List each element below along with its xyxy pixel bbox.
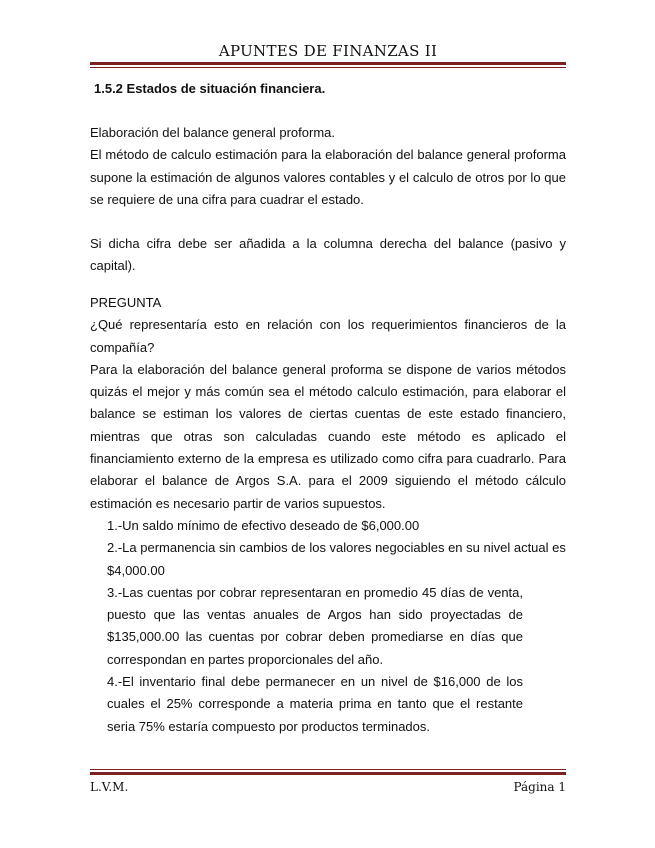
- paragraph-title: Elaboración del balance general proforma.: [90, 125, 335, 140]
- footer-rule-thick: [90, 772, 566, 775]
- page-number: Página 1: [513, 780, 566, 794]
- body-block-1: [90, 122, 566, 211]
- list-item: 1.-Un saldo mínimo de efectivo deseado de $6,000.00: [107, 517, 420, 533]
- footer-initials: L.V.M.: [90, 780, 129, 794]
- footer-rule-thin: [90, 769, 566, 770]
- list-item: 3.-Las cuentas por cobrar representaran en promedio 45 días de venta, puesto que las ventas anuales de Argos han sido proyectadas de $135,000.00 las cuentas por cobrar deben promediarse en días que correspondan en partes proporcionales del año.: [107, 584, 523, 667]
- pregunta-label: PREGUNTA: [90, 295, 162, 310]
- header-rule-thin: [90, 67, 566, 68]
- section-heading: 1.5.2 Estados de situación financiera.: [94, 81, 326, 96]
- list-item: 4.-El inventario final debe permanecer en un nivel de $16,000 de los cuales el 25% corresponde a materia prima en tanto que el restante seria 75% estaría compuesto por productos terminados.: [107, 674, 523, 734]
- header-title: APUNTES DE FINANZAS II: [218, 42, 438, 60]
- paragraph-method: El método de calculo estimación para la elaboración del balance general proforma supone la estimación de algunos valores contables y el calculo de otros por lo que se requiere de una cifra para cuadrar el estado.: [90, 147, 566, 207]
- list-item: 2.-La permanencia sin cambios de los valores negociables en su nivel actual es $4,000.00: [107, 540, 566, 578]
- body-block-2: [90, 292, 566, 738]
- question-text: ¿Qué representaría esto en relación con los requerimientos financieros de la compañía?: [90, 317, 566, 355]
- header-rule-thick: [90, 62, 566, 65]
- paragraph-cifra: Si dicha cifra debe ser añadida a la columna derecha del balance (pasivo y capital).: [90, 236, 566, 274]
- answer-text: Para la elaboración del balance general proforma se dispone de varios métodos quizás el mejor y más común sea el método calculo estimación, para elaborar el balance se estiman los valores de ciertas cuentas de este estado financiero, mientras que otras son calculadas cuando este método es aplicado el financiamiento externo de la empresa es utilizado como cifra para cuadrarlo. Para elaborar el balance de Argos S.A. para el 2009 siguiendo el método cálculo estimación es necesario partir de varios supuestos.: [90, 361, 566, 511]
- supuestos-list: [90, 515, 566, 738]
